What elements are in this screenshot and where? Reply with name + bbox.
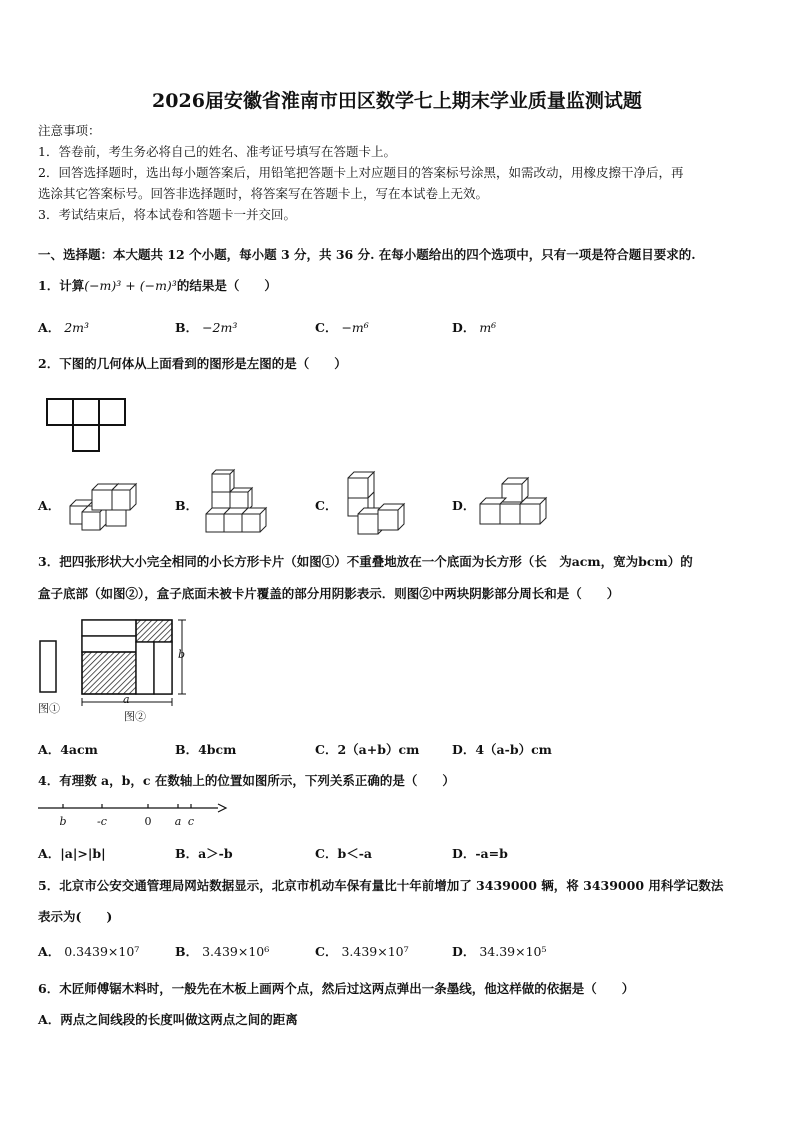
q2-option-a[interactable]: A． [38,498,61,513]
option-value: -a=b [475,846,508,861]
q2-cubes-c [342,470,414,540]
axis-label-zero: 0 [144,815,152,828]
option-key: D． [452,742,476,757]
q1-option-b[interactable] [175,318,237,336]
q1-option-a[interactable] [38,318,89,336]
option-value: −2m³ [202,320,238,335]
option-value: 3.439×10⁷ [341,944,409,959]
q3-option-c[interactable] [315,740,419,758]
q5-option-d[interactable] [452,942,547,960]
option-key: D． [452,944,476,959]
q2-top-view-figure [46,398,128,454]
option-key: A． [38,320,61,335]
q4-option-a[interactable] [38,844,106,862]
option-key: B． [175,846,199,861]
option-value: 2（a+b）cm [337,742,420,757]
option-value: 4（a-b）cm [475,742,552,757]
q4-number-line [36,800,226,832]
option-key: C． [315,846,338,861]
option-key: C． [315,944,338,959]
axis-label-neg-c: -c [97,815,107,828]
option-key: B． [175,944,199,959]
question-6: 6．木匠师傅锯木料时，一般先在木板上画两个点，然后过这两点弹出一条墨线，他这样做的依据是（ ） [38,981,635,996]
option-value: −m⁶ [341,320,369,335]
option-key: D． [452,320,476,335]
option-value: 34.39×10⁵ [479,944,547,959]
axis-label-a: a [174,815,182,828]
q5-option-b[interactable] [175,942,269,960]
q1-option-c[interactable] [315,318,369,336]
option-key: A． [38,944,61,959]
q1-prefix: 1．计算 [38,278,85,293]
q2-cubes-b [202,468,276,538]
question-5-line1: 5．北京市公安交通管理局网站数据显示，北京市机动车保有量比十年前增加了 3439000 辆，将 3439000 用科学记数法 [38,878,724,893]
option-value: 2m³ [64,320,90,335]
axis-label-b: b [59,815,67,828]
option-value: m⁶ [479,320,497,335]
q1-option-d[interactable] [452,318,496,336]
q5-option-a[interactable] [38,942,139,960]
q2-cubes-a [66,476,138,534]
question-3-line2: 盒子底部（如图②），盒子底面未被卡片覆盖的部分用阴影表示．则图②中两块阴影部分周长和是（ ） [38,586,620,601]
option-key: B． [175,320,199,335]
option-key: B． [175,742,199,757]
q3-option-b[interactable] [175,740,236,758]
q4-option-d[interactable] [452,844,508,862]
option-value: a＞-b [198,846,233,861]
question-5-line2: 表示为( ) [38,909,113,924]
option-key: A． [38,846,61,861]
question-4: 4．有理数 a，b，c 在数轴上的位置如图所示，下列关系正确的是（ ） [38,773,455,788]
option-value: |a|>|b| [60,846,106,861]
q3-option-d[interactable] [452,740,552,758]
option-value: 0.3439×10⁷ [64,944,140,959]
option-key: A． [38,742,61,757]
q2-option-b[interactable]: B． [175,498,199,513]
option-key: D． [452,846,476,861]
q3-label-a: a [123,693,130,706]
option-value: 4bcm [198,742,237,757]
note-item: 选涂其它答案标号。回答非选择题时，将答案写在答题卡上，写在本试卷上无效。 [38,186,489,201]
q3-label-b: b [178,648,186,661]
q3-option-a[interactable] [38,740,98,758]
q2-option-c[interactable]: C． [315,498,338,513]
q3-figure-2 [80,618,192,708]
note-item: 3．考试结束后，将本试卷和答题卡一并交回。 [38,207,296,222]
q2-option-d[interactable]: D． [452,498,476,513]
option-value: b＜-a [337,846,372,861]
option-value: 3.439×10⁶ [202,944,270,959]
q3-fig2-label: 图② [124,710,146,723]
q3-figure-1 [38,640,60,694]
option-key: C． [315,320,338,335]
q4-option-c[interactable] [315,844,372,862]
q1-suffix: 的结果是（ ） [176,278,277,293]
q4-option-b[interactable] [175,844,233,862]
axis-label-c: c [187,815,195,828]
question-1 [38,276,277,294]
note-item: 2．回答选择题时，选出每小题答案后，用铅笔把答题卡上对应题目的答案标号涂黑，如需改动，用橡皮擦干净后，再 [38,165,684,180]
note-item: 1．答卷前，考生务必将自己的姓名、准考证号填写在答题卡上。 [38,144,396,159]
q2-cubes-d [476,474,556,532]
question-2: 2．下图的几何体从上面看到的图形是左图的是（ ） [38,356,347,371]
option-value: 4acm [60,742,98,757]
q5-option-c[interactable] [315,942,409,960]
q1-expression: (−m)³ + (−m)³ [84,278,177,293]
q3-fig1-label: 图① [38,702,60,715]
section-heading: 一、选择题：本大题共 12 个小题，每小题 3 分，共 36 分. 在每小题给出的四个选项中，只有一项是符合题目要求的. [38,247,696,262]
question-3-line1: 3．把四张形状大小完全相同的小长方形卡片（如图①）不重叠地放在一个底面为长方形（长 为acm，宽为bcm）的 [38,554,693,569]
notes-heading: 注意事项： [38,123,101,138]
page-title: 2026届安徽省淮南市田区数学七上期末学业质量监测试题 [152,90,642,112]
option-key: C． [315,742,338,757]
q6-option-a[interactable]: A．两点之间线段的长度叫做这两点之间的距离 [38,1012,298,1027]
